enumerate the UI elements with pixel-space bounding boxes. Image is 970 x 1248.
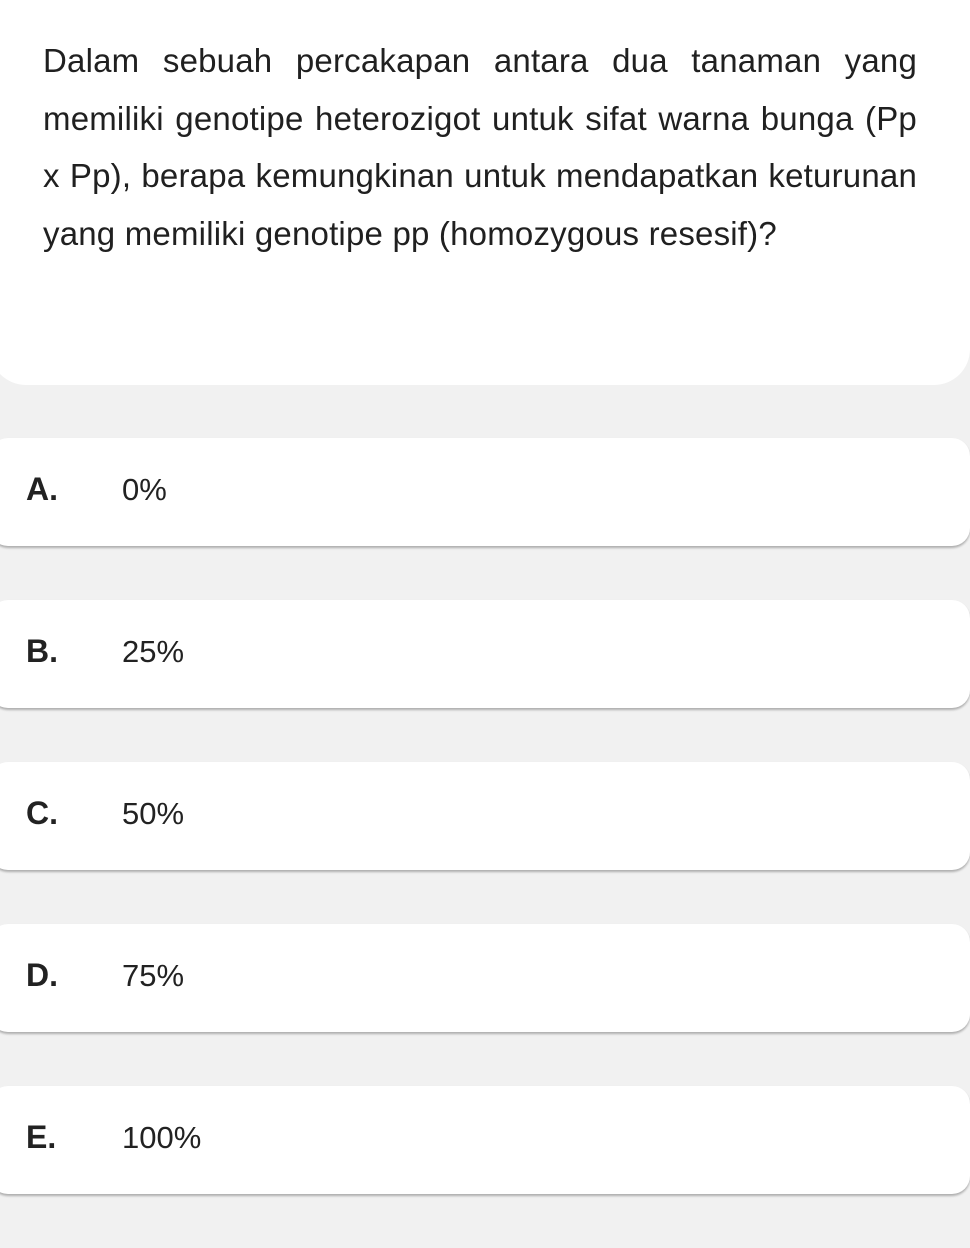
option-text: 0% bbox=[122, 472, 167, 507]
option-text: 75% bbox=[122, 958, 185, 993]
question-card bbox=[0, 0, 970, 385]
option-letter: E. bbox=[26, 1119, 57, 1155]
option-letter: C. bbox=[26, 795, 58, 831]
option-d[interactable] bbox=[0, 924, 970, 1032]
option-b[interactable] bbox=[0, 600, 970, 708]
option-letter: A. bbox=[26, 471, 58, 507]
answer-options bbox=[0, 438, 970, 1248]
option-text: 50% bbox=[122, 796, 185, 831]
option-text: 25% bbox=[122, 634, 185, 669]
option-a[interactable] bbox=[0, 438, 970, 546]
option-letter: D. bbox=[26, 957, 58, 993]
option-c[interactable] bbox=[0, 762, 970, 870]
option-e[interactable] bbox=[0, 1086, 970, 1194]
question-text: Dalam sebuah percakapan antara dua tanaman yang memiliki genotipe heterozigot untuk sifat warna bunga (Pp x Pp), berapa kemungkinan untuk mendapatkan keturunan yang memiliki genotipe pp (homozygous resesif)? bbox=[43, 42, 917, 252]
option-text: 100% bbox=[122, 1120, 202, 1155]
option-letter: B. bbox=[26, 633, 58, 669]
